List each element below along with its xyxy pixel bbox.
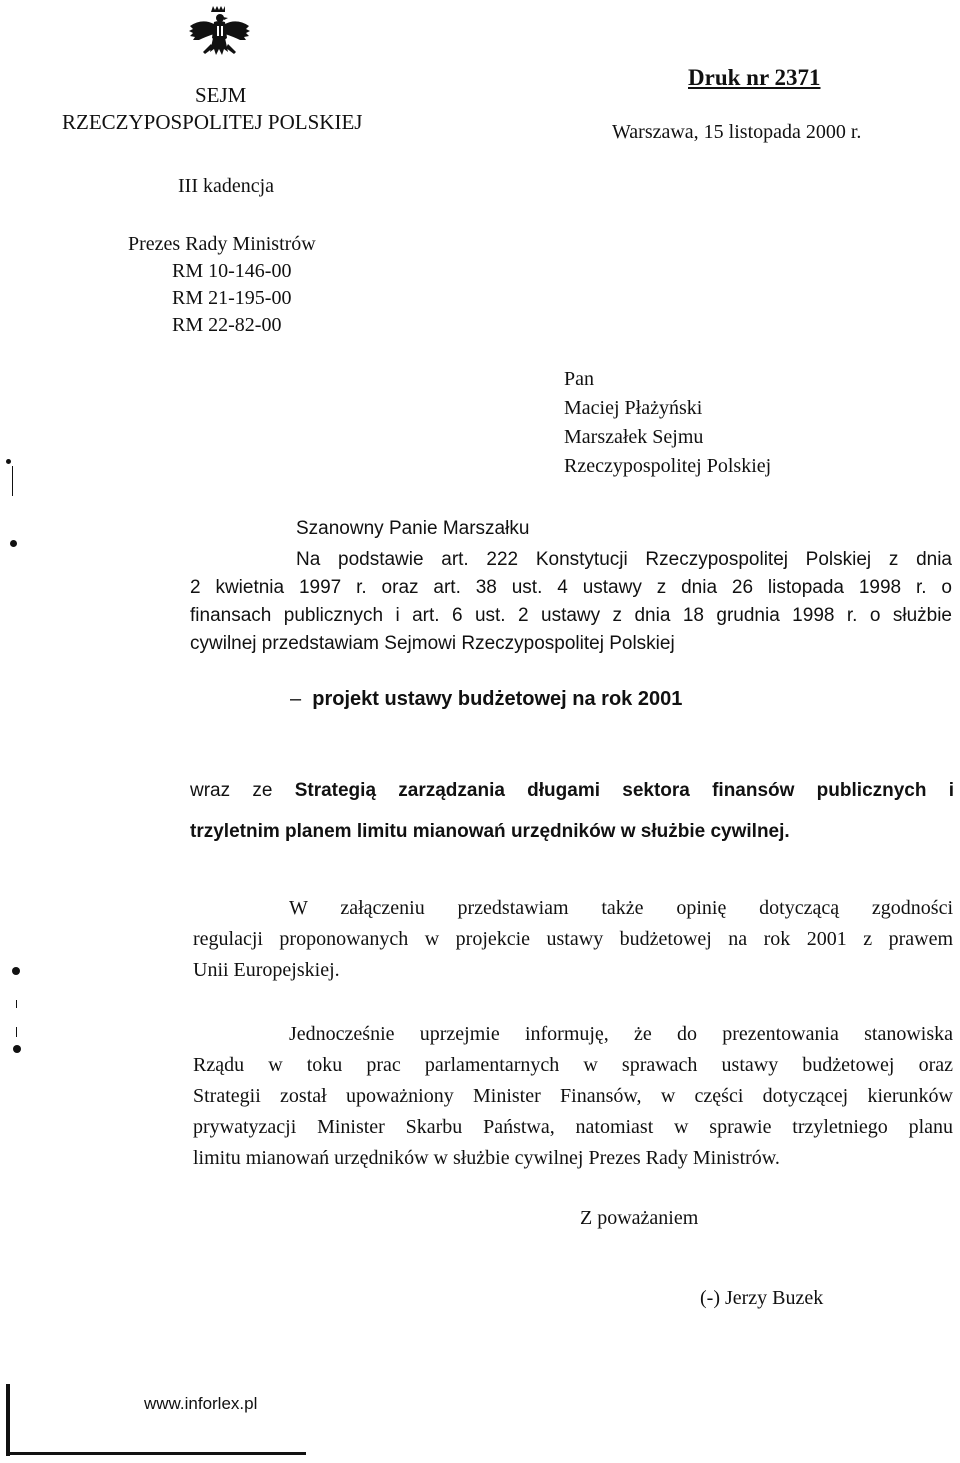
paragraph-line: Rządu w toku prac parlamentarnych w sprawach ustawy budżetowej oraz: [193, 1054, 953, 1076]
paragraph-representation: [193, 1019, 953, 1174]
addressee-line: Marszałek Sejmu: [564, 426, 704, 448]
paragraph-legal-basis: [190, 546, 952, 658]
paragraph-line: Jednocześnie uprzejmie informuję, że do prezentowania stanowiska: [289, 1023, 953, 1045]
paragraph-line: Strategii został upoważniony Minister Finansów, w części dotyczącej kierunków: [193, 1085, 953, 1107]
paragraph-line: W załączeniu przedstawiam także opinię dotyczącą zgodności: [289, 897, 953, 919]
page-frame-line: [6, 1384, 10, 1456]
institution-line1: SEJM: [195, 83, 247, 107]
strategy-title-continued: trzyletnim planem limitu mianowań urzędników w służbie cywilnej.: [190, 821, 790, 842]
paragraph-line: cywilnej przedstawiam Sejmowi Rzeczypospolitej Polskiej: [190, 633, 675, 654]
paragraph-line: finansach publicznych i art. 6 ust. 2 ustawy z dnia 18 grudnia 1998 r. o służbie: [190, 605, 952, 626]
sender-block: [128, 231, 316, 339]
paragraph-line: Na podstawie art. 222 Konstytucji Rzeczypospolitej Polskiej z dnia: [296, 549, 952, 570]
scan-mark: [6, 459, 11, 464]
paragraph-attachment: [193, 893, 953, 986]
paragraph-line: regulacji proponowanych w projekcie ustawy budżetowej na rok 2001 z prawem: [193, 928, 953, 950]
paragraph-line: Unii Europejskiej.: [193, 959, 340, 981]
salutation: Szanowny Panie Marszałku: [296, 518, 530, 539]
scan-mark: [16, 1000, 17, 1008]
scan-mark: [13, 1045, 21, 1053]
addressee-line: Rzeczypospolitej Polskiej: [564, 455, 772, 477]
scan-mark: [12, 466, 13, 496]
paragraph-line: prywatyzacji Minister Skarbu Państwa, natomiast w sprawie trzyletniego planu: [193, 1116, 953, 1138]
term: III kadencja: [178, 175, 275, 197]
closing-regards: Z poważaniem: [580, 1207, 699, 1229]
sender-title: Prezes Rady Ministrów: [128, 233, 316, 255]
addressee-line: Pan: [564, 368, 594, 390]
project-title-line: [290, 688, 682, 711]
paragraph-line: 2 kwietnia 1997 r. oraz art. 38 ust. 4 ustawy z dnia 26 listopada 1998 r. o: [190, 577, 952, 598]
polish-eagle-emblem-icon: [184, 4, 254, 68]
scan-mark: [12, 967, 20, 975]
sender-ref: RM 21-195-00: [172, 287, 292, 309]
print-number: Druk nr 2371: [688, 65, 821, 90]
wraz-prefix: wraz ze: [190, 780, 273, 801]
addressee-line: Maciej Płażyński: [564, 397, 703, 419]
project-dash: –: [290, 688, 302, 710]
project-title: projekt ustawy budżetowej na rok 2001: [312, 688, 683, 710]
strategy-line-1: [190, 770, 954, 811]
sender-ref: RM 10-146-00: [172, 260, 292, 282]
scan-mark: [10, 540, 17, 547]
signature: (-) Jerzy Buzek: [700, 1287, 824, 1309]
strategy-paragraph: [190, 770, 954, 852]
sender-ref: RM 22-82-00: [172, 314, 282, 336]
strategy-title: Strategią zarządzania długami sektora finansów publicznych i: [294, 780, 955, 801]
paragraph-line: limitu mianowań urzędników w służbie cywilnej Prezes Rady Ministrów.: [193, 1147, 780, 1169]
place-date: Warszawa, 15 listopada 2000 r.: [612, 121, 862, 143]
institution-line2: RZECZYPOSPOLITEJ POLSKIEJ: [62, 110, 363, 134]
footer-source: www.inforlex.pl: [144, 1394, 258, 1413]
scan-mark: [16, 1027, 17, 1037]
addressee-block: [564, 365, 771, 481]
page-frame-line: [6, 1452, 306, 1455]
